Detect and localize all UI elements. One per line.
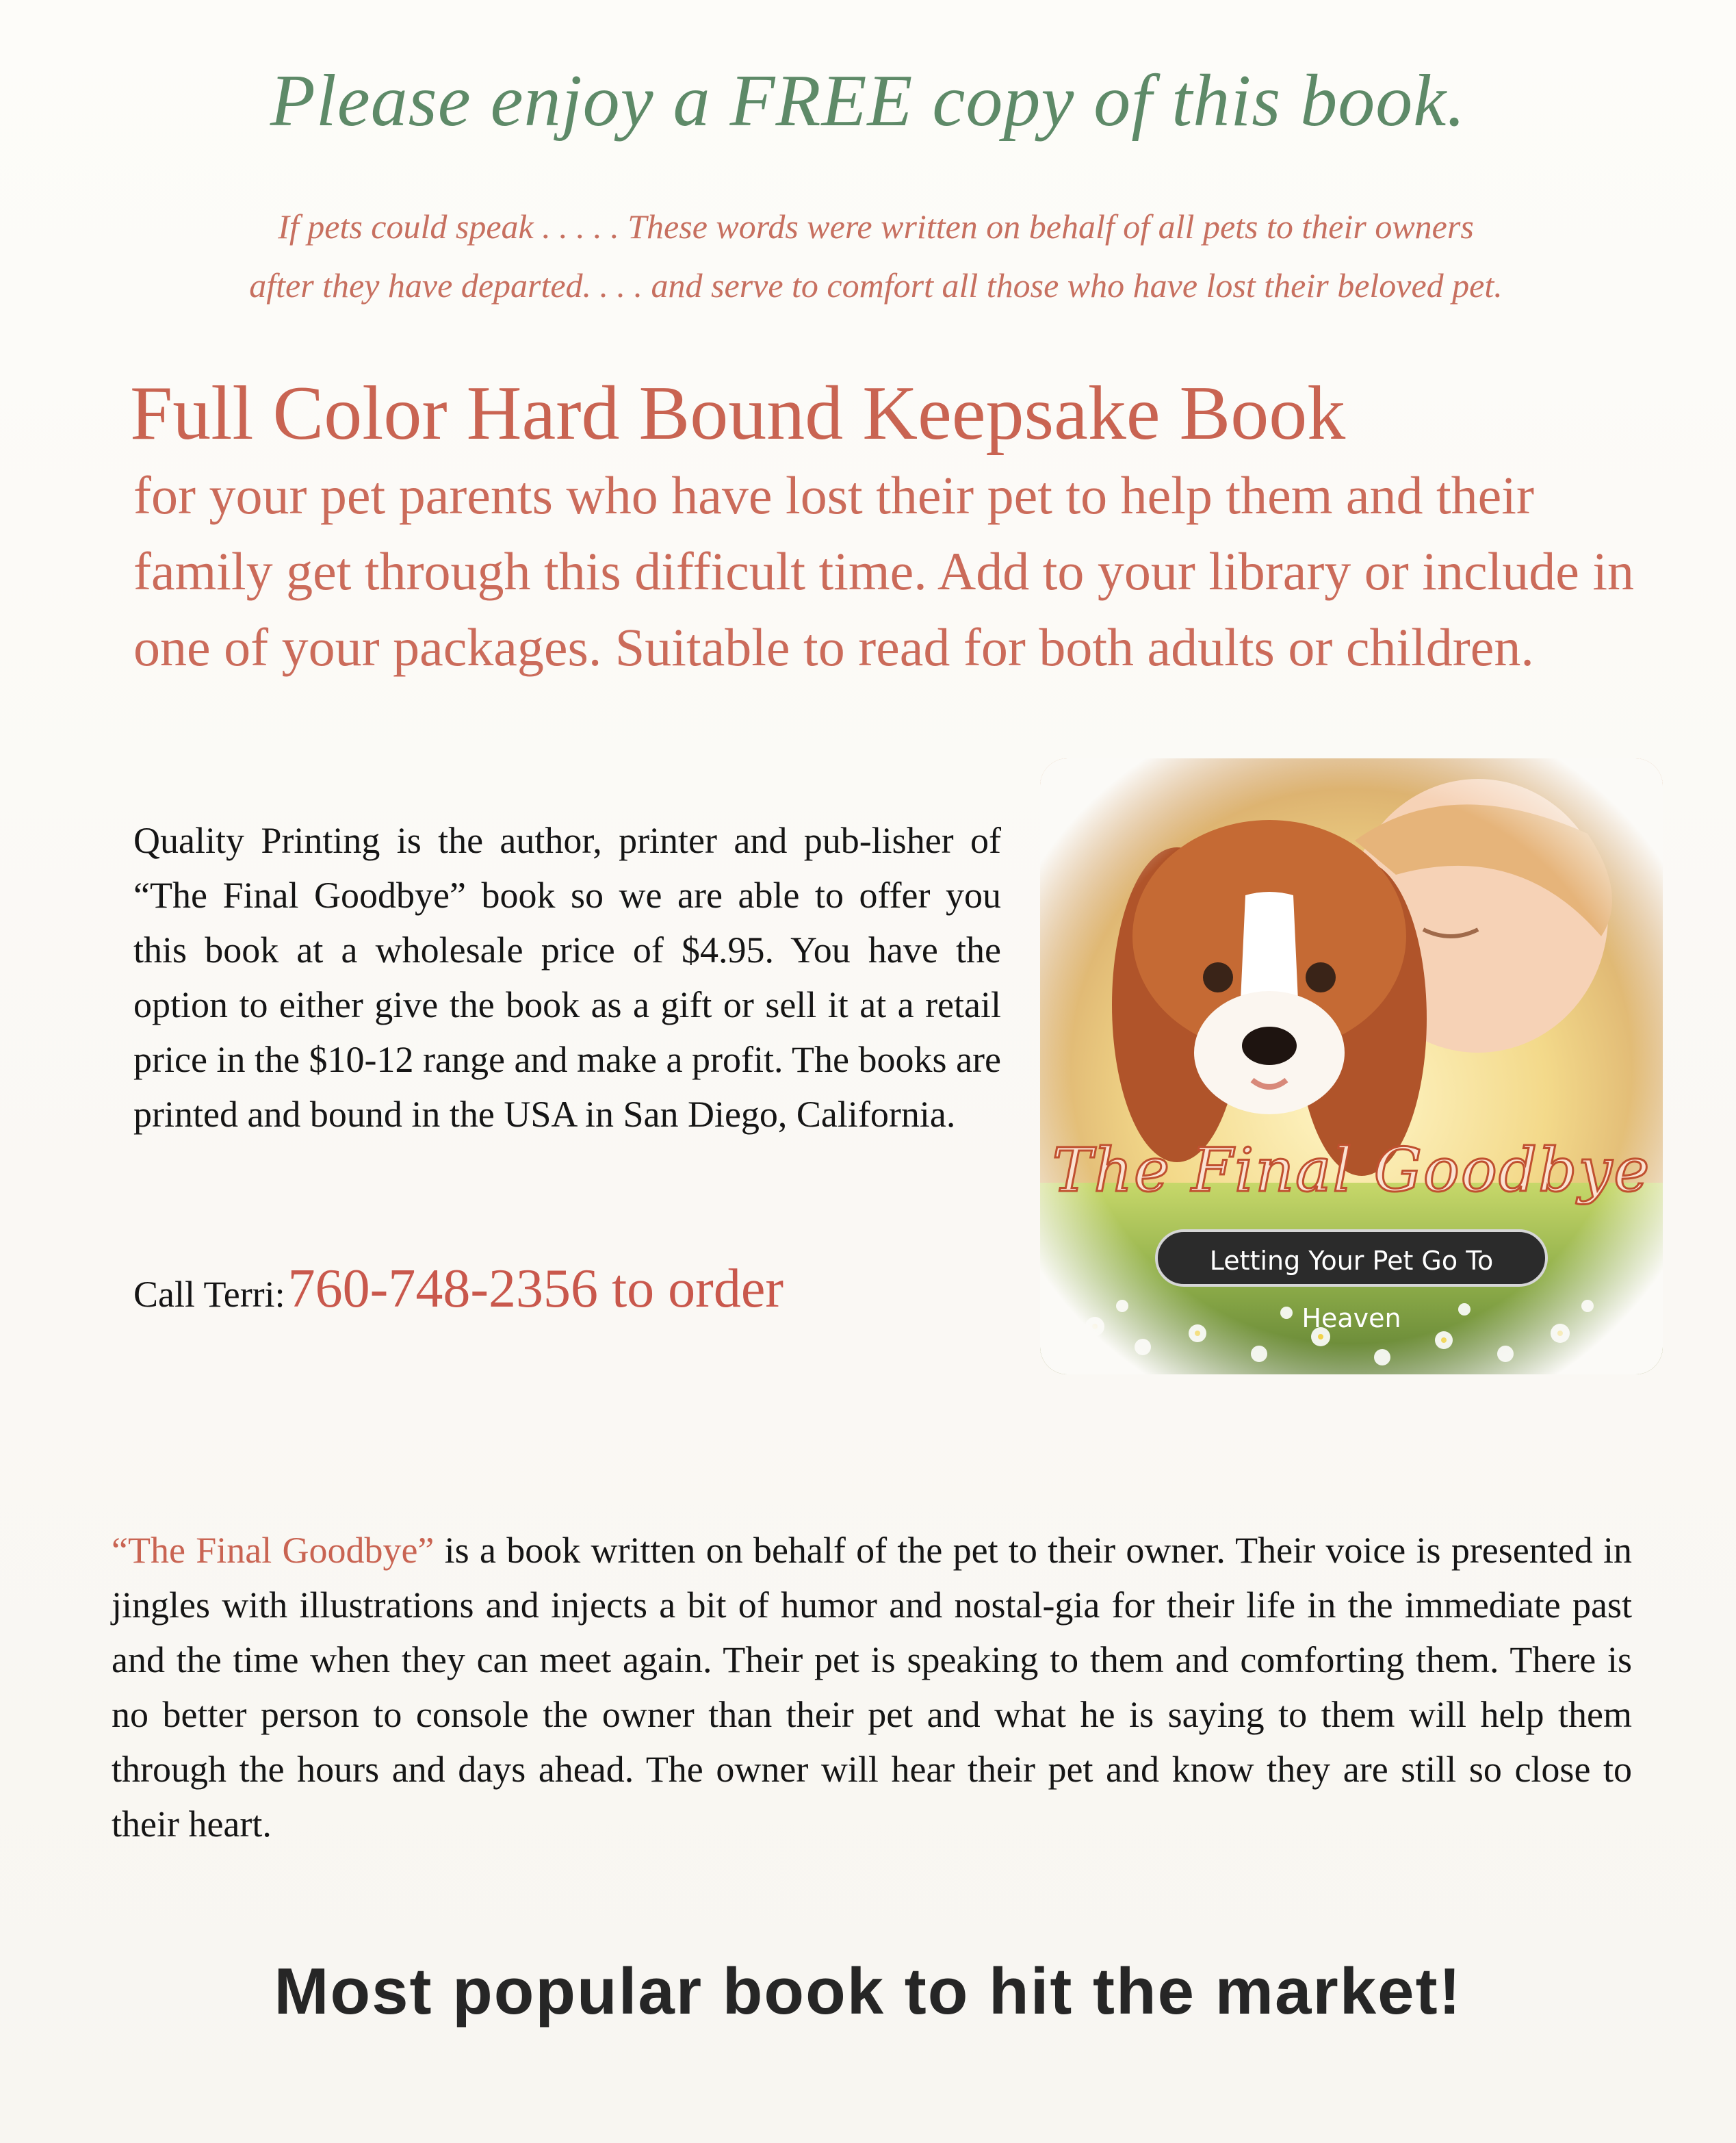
popularity-tagline: Most popular book to hit the market! <box>274 1955 1462 2028</box>
keepsake-body: for your pet parents who have lost their pet to help them and their family get through this difficult time. Add to your library or include in one of your packages. Suitable to read for both adults or children. <box>133 465 1635 677</box>
cover-subtitle-badge: Letting Your Pet Go To Heaven <box>1155 1229 1548 1287</box>
keepsake-title: Full Color Hard Bound Keepsake Book <box>130 371 1346 456</box>
subhead-line-2: after they have departed. . . . and serve to comfort all those who have lost their beloved pet. <box>249 266 1503 305</box>
book-description-text: is a book written on behalf of the pet to their owner. Their voice is presented in jingles with illustrations and injects a bit of humor and nostal-gia for their life in the immediate past and the time when they can meet again. Their pet is speaking to them and comforting them. There is no better person to console the owner than their pet and what he is saying to them will help them through the hours and days ahead. The owner will hear their pet and know they are still so close to their heart. <box>112 1530 1633 1845</box>
call-to-order <box>133 1258 1023 1320</box>
subhead-quote <box>123 197 1629 315</box>
book-cover-image <box>1040 758 1663 1374</box>
cover-title: The Final Goodbye <box>1052 1135 1651 1205</box>
call-label: Call Terri: <box>133 1274 285 1315</box>
book-title-reference: “The Final Goodbye” <box>112 1530 435 1571</box>
book-description <box>112 1523 1632 1851</box>
free-copy-headline: Please enjoy a FREE copy of this book. <box>270 60 1466 142</box>
phone-number: 760-748-2356 to order <box>287 1259 783 1319</box>
publisher-info-paragraph: Quality Printing is the author, printer and pub-lisher of “The Final Goodbye” book so we are able to offer you this book at a wholesale price of $4.95. You have the option to either give the book as a gift or sell it at a retail price in the $10-12 range and make a profit. The books are printed and bound in the USA in San Diego, California. <box>133 820 1001 1135</box>
subhead-line-1: If pets could speak . . . . . These words were written on behalf of all pets to their owners <box>278 207 1474 246</box>
